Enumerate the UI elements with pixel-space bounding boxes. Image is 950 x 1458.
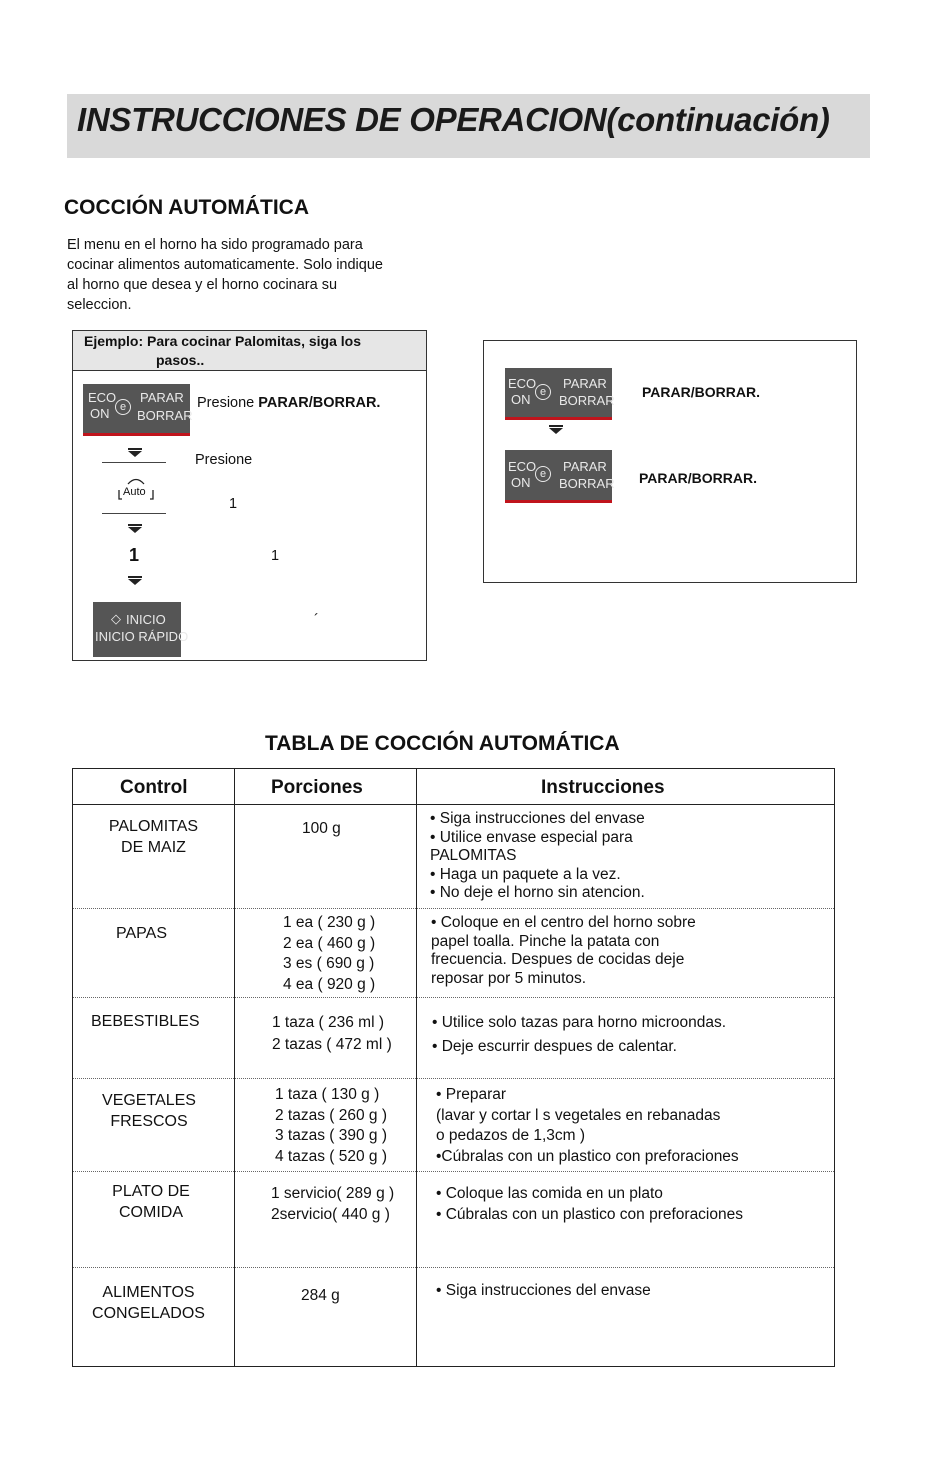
divider <box>102 513 166 514</box>
page-title: INSTRUCCIONES DE OPERACION(continuación) <box>77 101 830 138</box>
borrar-label: BORRAR <box>559 476 615 491</box>
section-title: COCCIÓN AUTOMÁTICA <box>64 196 309 219</box>
eco-leaf-icon: e <box>535 384 551 400</box>
intro-line: El menu en el horno ha sido programado para <box>67 237 363 253</box>
column-divider <box>416 768 417 1367</box>
step-1-text: Presione PARAR/BORRAR. <box>197 395 381 411</box>
intro-line: al horno que desea y el horno cocinara su <box>67 277 338 293</box>
row-divider <box>73 1267 834 1268</box>
row-divider <box>73 1078 834 1079</box>
number-key[interactable]: 1 <box>129 545 140 565</box>
example-heading: Ejemplo: Para cocinar Palomitas, siga los <box>84 333 361 349</box>
eco-leaf-icon: e <box>535 466 551 482</box>
parar-label: PARAR <box>563 459 607 474</box>
row-divider <box>73 1171 834 1172</box>
table-row-portions: 1 ea ( 230 g ) 2 ea ( 460 g ) 3 es ( 690 g ) 4 ea ( 920 g ) <box>283 914 376 993</box>
header-instructions: Instrucciones <box>541 777 665 798</box>
step-5-text: ´ <box>314 612 319 628</box>
on-label: ON <box>90 406 110 421</box>
down-arrow-icon <box>128 451 142 457</box>
table-row-portions: 1 taza ( 130 g ) 2 tazas ( 260 g ) 3 tazas ( 390 g ) 4 tazas ( 520 g ) <box>275 1086 388 1165</box>
on-label: ON <box>511 475 531 490</box>
table-row-instructions: • Utilice solo tazas para horno microondas. • Deje escurrir despues de calentar. <box>432 1014 727 1055</box>
start-diamond-icon: ◇ <box>111 611 121 626</box>
table-row-instructions: • Siga instrucciones del envase • Utilice envase especial para PALOMITAS • Haga un paquete a la vez. • No deje el horno sin atencion. <box>430 810 645 901</box>
table-row-control: ALIMENTOS CONGELADOS <box>92 1284 205 1322</box>
key-accent-line <box>505 500 612 503</box>
table-row-control: PLATO DE COMIDA <box>112 1183 190 1221</box>
borrar-label: BORRAR <box>559 393 615 408</box>
column-divider <box>234 768 235 1367</box>
table-row-instructions: • Preparar (lavar y cortar l s vegetales en rebanadas o pedazos de 1,3cm ) •Cúbralas con un plastico con preforaciones <box>436 1086 739 1165</box>
stop-clear-key[interactable] <box>83 384 193 436</box>
table-row-control: PAPAS <box>116 925 167 942</box>
table-row-instructions: • Siga instrucciones del envase <box>436 1282 651 1299</box>
table-row-control: VEGETALES FRESCOS <box>102 1092 196 1130</box>
on-label: ON <box>511 392 531 407</box>
table-row-instructions: • Coloque las comida en un plato • Cúbralas con un plastico con preforaciones <box>436 1185 743 1223</box>
row-divider <box>73 908 834 909</box>
auto-label: Auto <box>123 486 146 498</box>
table-row-control: BEBESTIBLES <box>91 1013 200 1030</box>
table-row-instructions: • Coloque en el centro del horno sobre papel toalla. Pinche la patata con frecuencia. Despues de cocidas deje reposar por 5 minutos. <box>431 914 696 987</box>
key-accent-line <box>505 417 612 420</box>
eco-label: ECO <box>508 376 537 391</box>
auto-cook-key[interactable] <box>114 474 158 504</box>
quick-start-label: INICIO RÁPIDO <box>95 629 189 644</box>
intro-paragraph <box>67 235 437 315</box>
eco-label: ECO <box>508 459 537 474</box>
table-row-portions: 100 g <box>302 820 341 837</box>
key-accent-line <box>93 654 181 657</box>
right-step-2-text: PARAR/BORRAR. <box>639 470 757 486</box>
arrow-bar <box>128 448 142 450</box>
example-heading-cont: pasos.. <box>156 352 205 368</box>
step-3-text: 1 <box>229 496 238 512</box>
right-step-1-text: PARAR/BORRAR. <box>642 384 760 400</box>
arrow-bar <box>549 425 563 427</box>
arrow-bar <box>128 524 142 526</box>
eco-label: ECO <box>88 390 117 405</box>
intro-line: cocinar alimentos automaticamente. Solo indique <box>67 257 383 273</box>
borrar-label: BORRAR <box>137 408 193 423</box>
row-divider <box>73 997 834 998</box>
header-divider <box>72 804 835 805</box>
step-2-text: Presione <box>195 452 253 468</box>
header-portions: Porciones <box>271 777 363 798</box>
eco-leaf-icon: e <box>115 399 131 415</box>
intro-line: seleccion. <box>67 297 132 313</box>
table-row-portions: 1 taza ( 236 ml ) 2 tazas ( 472 ml ) <box>272 1014 392 1053</box>
divider <box>102 462 166 463</box>
down-arrow-icon <box>128 579 142 585</box>
start-label: INICIO <box>126 612 166 627</box>
stop-clear-key[interactable] <box>505 368 615 420</box>
parar-label: PARAR <box>563 376 607 391</box>
start-key[interactable] <box>93 602 189 657</box>
arrow-bar <box>128 576 142 578</box>
table-row-portions: 1 servicio( 289 g ) 2servicio( 440 g ) <box>271 1185 395 1223</box>
down-arrow-icon <box>128 527 142 533</box>
table-row-portions: 284 g <box>301 1287 340 1304</box>
header-control: Control <box>120 777 188 798</box>
parar-label: PARAR <box>140 390 184 405</box>
down-arrow-icon <box>549 428 563 434</box>
stop-clear-key[interactable] <box>505 450 615 503</box>
step-4-text: 1 <box>271 548 280 564</box>
table-title: TABLA DE COCCIÓN AUTOMÁTICA <box>265 732 620 755</box>
table-row-control: PALOMITAS DE MAIZ <box>108 818 199 856</box>
key-accent-line <box>83 433 190 436</box>
